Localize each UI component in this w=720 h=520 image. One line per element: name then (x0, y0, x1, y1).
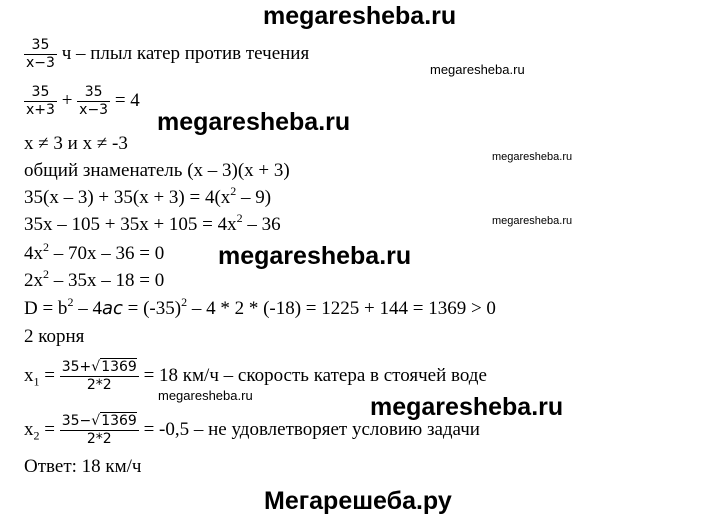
sqrt-value: 1369 (101, 413, 137, 429)
watermark-mid-2: megaresheba.ru (218, 242, 412, 270)
fraction (24, 84, 57, 119)
fraction (60, 359, 139, 394)
exponent: 2 (43, 266, 49, 281)
equals: = (39, 418, 60, 440)
watermark-right-1: megaresheba.ru (430, 62, 525, 77)
solution-line-4: общий знаменатель (x – 3)(x + 3) (24, 160, 290, 181)
expr-part: – 9) (236, 187, 272, 208)
subscript: 2 (33, 428, 40, 443)
expr-part: – 70x – 36 = 0 (49, 243, 165, 264)
solution-line-7 (24, 239, 165, 265)
watermark-mid-3: megaresheba.ru (370, 393, 564, 421)
denominator: 2*2 (86, 377, 112, 393)
expr-part: D = b (24, 298, 68, 319)
answer-line: Ответ: 18 км/ч (24, 456, 142, 477)
plus-sign: + (61, 89, 73, 111)
sqrt-value: 1369 (101, 359, 137, 375)
fraction (60, 413, 139, 448)
solution-line-1 (24, 37, 309, 72)
solution-line-10: 2 корня (24, 326, 85, 347)
expr-part: – 36 (242, 214, 281, 235)
watermark-bottom: Мегарешеба.ру (264, 487, 452, 515)
solution-line-3: x ≠ 3 и x ≠ -3 (24, 133, 128, 154)
num-part: 35− (61, 413, 92, 429)
numerator: 35 (77, 84, 110, 102)
numerator: 35 (24, 84, 57, 102)
watermark-mid-1: megaresheba.ru (157, 108, 351, 136)
solution-line-8 (24, 266, 165, 292)
expr-part: = (-35) (122, 298, 182, 319)
var-x: x (24, 364, 34, 386)
watermark-right-2: megaresheba.ru (492, 151, 573, 163)
num-part: 35+ (61, 359, 92, 375)
denominator: x−3 (26, 55, 55, 71)
denominator: x−3 (79, 102, 109, 118)
subscript: 1 (33, 374, 40, 389)
expr-part: 2x (24, 270, 43, 291)
expr-part: 35x – 105 + 35x + 105 = 4x (24, 214, 237, 235)
sqrt-sign: √ (91, 359, 101, 375)
expr-part: – 35x – 18 = 0 (49, 270, 165, 291)
denominator: x+3 (26, 102, 55, 118)
watermark-small-mid: megaresheba.ru (158, 388, 253, 403)
exponent: 2 (236, 210, 243, 225)
exponent: 2 (230, 183, 237, 198)
solution-line-9 (24, 294, 496, 320)
sqrt-sign: √ (91, 413, 101, 429)
expr-part: – 4 (73, 298, 102, 319)
line-text: = -0,5 – не удовлетворяет условию задачи (143, 418, 480, 440)
line-text: = 18 км/ч – скорость катера в стоячей воде (143, 364, 487, 386)
fraction (77, 84, 110, 119)
expr-part: 4x (24, 243, 43, 264)
solution-line-11 (24, 359, 487, 394)
numerator: 35 (24, 37, 57, 55)
expr-ac: ac (101, 298, 123, 319)
fraction (24, 37, 57, 72)
numerator (60, 413, 139, 431)
watermark-right-3: megaresheba.ru (492, 215, 573, 227)
exponent: 2 (181, 294, 188, 309)
var-x: x (24, 418, 34, 440)
solution-line-6 (24, 210, 281, 236)
equals-value: = 4 (114, 89, 140, 111)
solution-line-12 (24, 413, 480, 448)
exponent: 2 (43, 239, 49, 254)
solution-line-5 (24, 183, 272, 209)
equals: = (39, 364, 60, 386)
expr-part: – 4 * 2 * (-18) = 1225 + 144 = 1369 > 0 (187, 298, 496, 319)
denominator: 2*2 (86, 431, 112, 447)
numerator (60, 359, 139, 377)
watermark-top: megaresheba.ru (263, 2, 457, 30)
line-text: ч – плыл катер против течения (61, 42, 310, 64)
expr-part: 35(x – 3) + 35(x + 3) = 4(x (24, 187, 231, 208)
exponent: 2 (67, 294, 74, 309)
solution-line-2 (24, 84, 140, 119)
